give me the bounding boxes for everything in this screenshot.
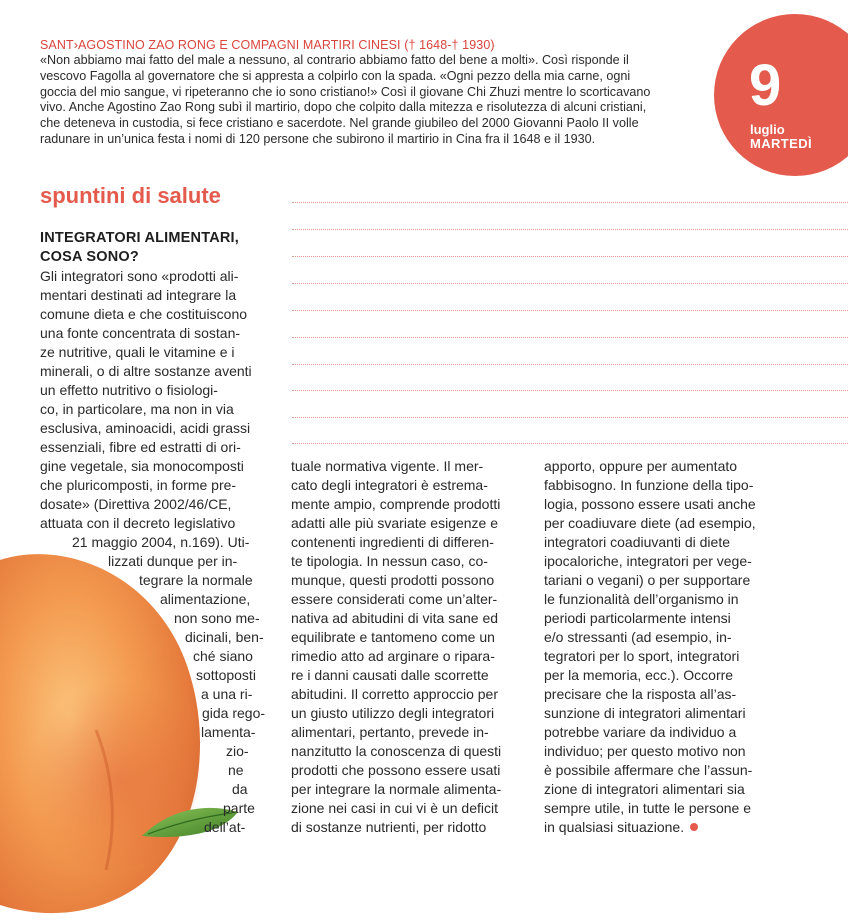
note-line bbox=[292, 256, 848, 257]
col1-line: tegrare la normale bbox=[139, 572, 253, 588]
col1-line: lizzati dunque per in- bbox=[108, 553, 238, 569]
col1-line: ché siano bbox=[193, 648, 253, 664]
col3-line: potrebbe variare da individuo a bbox=[544, 724, 737, 740]
col1-line: un effetto nutritivo o fisiologi- bbox=[40, 382, 218, 398]
col1-line: zio- bbox=[226, 743, 249, 759]
saint-text-line: «Non abbiamo mai fatto del male a nessuno, al contrario abbiamo fatto del bene a molti». Così risponde il bbox=[40, 53, 629, 67]
col3-line: zione di integratori alimentari sia bbox=[544, 781, 745, 797]
col3-line: sunzione di integratori alimentari bbox=[544, 705, 746, 721]
col1-line: ze nutritive, quali le vitamine e i bbox=[40, 344, 235, 360]
col1-line: alimentazione, bbox=[160, 591, 251, 607]
col3-line: fabbisogno. In funzione della tipo- bbox=[544, 477, 754, 493]
col1-line: Gli integratori sono «prodotti ali- bbox=[40, 268, 239, 284]
col1-line: esclusiva, aminoacidi, acidi grassi bbox=[40, 420, 251, 436]
note-line bbox=[292, 229, 848, 230]
col3-line: integratori coadiuvanti di diete bbox=[544, 534, 731, 550]
col3-line: apporto, oppure per aumentato bbox=[544, 458, 738, 474]
col1-line: da bbox=[232, 781, 248, 797]
notes-area bbox=[292, 190, 848, 450]
col3-line: le funzionalità dell’organismo in bbox=[544, 591, 739, 607]
col2-line: rimedio atto ad arginare o ripara- bbox=[291, 648, 495, 664]
col1-line: minerali, o di altre sostanze aventi bbox=[40, 363, 252, 379]
col3-line: individuo; per questo motivo non bbox=[544, 743, 746, 759]
col1-line: che pluricomposti, in forme pre- bbox=[40, 477, 237, 493]
col1-line: una fonte concentrata di sostan- bbox=[40, 325, 241, 341]
col1-line: dosate» (Direttiva 2002/46/CE, bbox=[40, 496, 232, 512]
col1-line: sottoposti bbox=[196, 667, 256, 683]
col2-line: nanzitutto la conoscenza di questi bbox=[291, 743, 502, 759]
col1-line: non sono me- bbox=[174, 610, 260, 626]
col2-line: abitudini. Il corretto approccio per bbox=[291, 686, 498, 702]
col1-line: essenziali, fibre ed estratti di ori- bbox=[40, 439, 241, 455]
col2-line: re i danni causati dalle scorrette bbox=[291, 667, 489, 683]
col3-line-last bbox=[544, 818, 698, 837]
col1-line: attuata con il decreto legislativo bbox=[40, 515, 236, 531]
col2-line: per integrare la normale alimenta- bbox=[291, 781, 502, 797]
saint-text-line: vescovo Fagolla al governatore che si appresta a colpirlo con la spada. «Ogni pezzo della mia carne, ogni bbox=[40, 68, 631, 83]
col1-line: a una ri- bbox=[201, 686, 253, 702]
col3-line: precisare che la risposta all’as- bbox=[544, 686, 737, 702]
note-line bbox=[292, 443, 848, 444]
saint-text-line: vivo. Anche Agostino Zao Rong subì il martirio, dopo che colpito dalla mitezza e risolutezza di alcuni cristiani, bbox=[40, 100, 647, 115]
section-title: spuntini di salute bbox=[40, 183, 221, 208]
col3-line: per la memoria, ecc.). Occorre bbox=[544, 667, 734, 683]
col3-line: tariani o vegani) o per supportare bbox=[544, 572, 751, 588]
note-line bbox=[292, 390, 848, 391]
col2-line: munque, questi prodotti possono bbox=[291, 572, 495, 588]
note-line bbox=[292, 337, 848, 338]
note-line bbox=[292, 417, 848, 418]
col2-line: adatti alle più svariate esigenze e bbox=[291, 515, 499, 531]
col3-last-text: in qualsiasi situazione. bbox=[544, 819, 685, 835]
col1-line: 21 maggio 2004, n.169). Uti- bbox=[72, 534, 250, 550]
col2-line: zione nei casi in cui vi è un deficit bbox=[291, 800, 498, 816]
col2-line: mente ampio, comprende prodotti bbox=[291, 496, 501, 512]
col2-line: alimentari, pertanto, prevede in- bbox=[291, 724, 489, 740]
col2-line: te tipologia. In nessun caso, co- bbox=[291, 553, 488, 569]
saint-text bbox=[40, 53, 710, 148]
col3-line: periodi particolarmente intensi bbox=[544, 610, 731, 626]
col1-line: gida rego- bbox=[202, 705, 266, 721]
col2-line: un giusto utilizzo degli integratori bbox=[291, 705, 495, 721]
date-month: luglio bbox=[750, 122, 785, 137]
col2-line: prodotti che possono essere usati bbox=[291, 762, 501, 778]
col1-line: dicinali, ben- bbox=[185, 629, 264, 645]
col2-line: equilibrate e tantomeno come un bbox=[291, 629, 495, 645]
col3-line: è possibile affermare che l’assun- bbox=[544, 762, 753, 778]
col1-line: ne bbox=[228, 762, 244, 778]
col3-line: logia, possono essere usati anche bbox=[544, 496, 756, 512]
saint-text-line: che deteneva in custodia, si fece cristiano e sacerdote. Nel grande giubileo del 2000 Giovanni Paolo II volle bbox=[40, 116, 639, 131]
col2-line: tuale normativa vigente. Il mer- bbox=[291, 458, 484, 474]
note-line bbox=[292, 202, 848, 203]
date-weekday: MARTEDÌ bbox=[750, 136, 813, 151]
col3-line: ipocaloriche, integratori per vege- bbox=[544, 553, 752, 569]
col2-line: cato degli integratori è estrema- bbox=[291, 477, 488, 493]
date-day: 9 bbox=[749, 53, 782, 118]
article-title-line: COSA SONO? bbox=[40, 249, 139, 265]
col1-line: mentari destinati ad integrare la bbox=[40, 287, 237, 303]
col1-line: parte bbox=[223, 800, 255, 816]
note-line bbox=[292, 283, 848, 284]
article-title bbox=[40, 229, 239, 267]
saint-text-line: goccia del mio sangue, vi ripeteranno che io sono cristiano!» Così il giovane Chi Zhuzi mentre lo scorticavano bbox=[40, 84, 651, 99]
note-line bbox=[292, 364, 848, 365]
col1-line: comune dieta e che costituiscono bbox=[40, 306, 248, 322]
col1-line: dell’at- bbox=[204, 819, 246, 835]
col2-line: contenenti ingredienti di differen- bbox=[291, 534, 494, 550]
col3-line: sempre utile, in tutte le persone e bbox=[544, 800, 752, 816]
col2-line: essere considerati come un’alter- bbox=[291, 591, 498, 607]
col2-line: nativa ad abitudini di vita sane ed bbox=[291, 610, 499, 626]
col2-line: di sostanze nutrienti, per ridotto bbox=[291, 819, 487, 835]
col1-line: gine vegetale, sia monocomposti bbox=[40, 458, 244, 474]
article-title-line: INTEGRATORI ALIMENTARI, bbox=[40, 230, 239, 246]
saint-of-the-day bbox=[40, 37, 710, 148]
note-line bbox=[292, 310, 848, 311]
saint-title: SANT›AGOSTINO ZAO RONG E COMPAGNI MARTIRI CINESI († 1648-† 1930) bbox=[40, 38, 495, 52]
col3-line: per coadiuvare diete (ad esempio, bbox=[544, 515, 756, 531]
end-of-article-dot-icon bbox=[690, 823, 698, 831]
col1-line: co, in particolare, ma non in via bbox=[40, 401, 234, 417]
col3-line: e/o stressanti (ad esempio, in- bbox=[544, 629, 732, 645]
col1-line: lamenta- bbox=[201, 724, 256, 740]
col3-line: tegratori per lo sport, integratori bbox=[544, 648, 740, 664]
saint-text-line: radunare in un’unica festa i nomi di 120 persone che subirono il martirio in Cina fra il 1648 e il 1930. bbox=[40, 131, 596, 146]
